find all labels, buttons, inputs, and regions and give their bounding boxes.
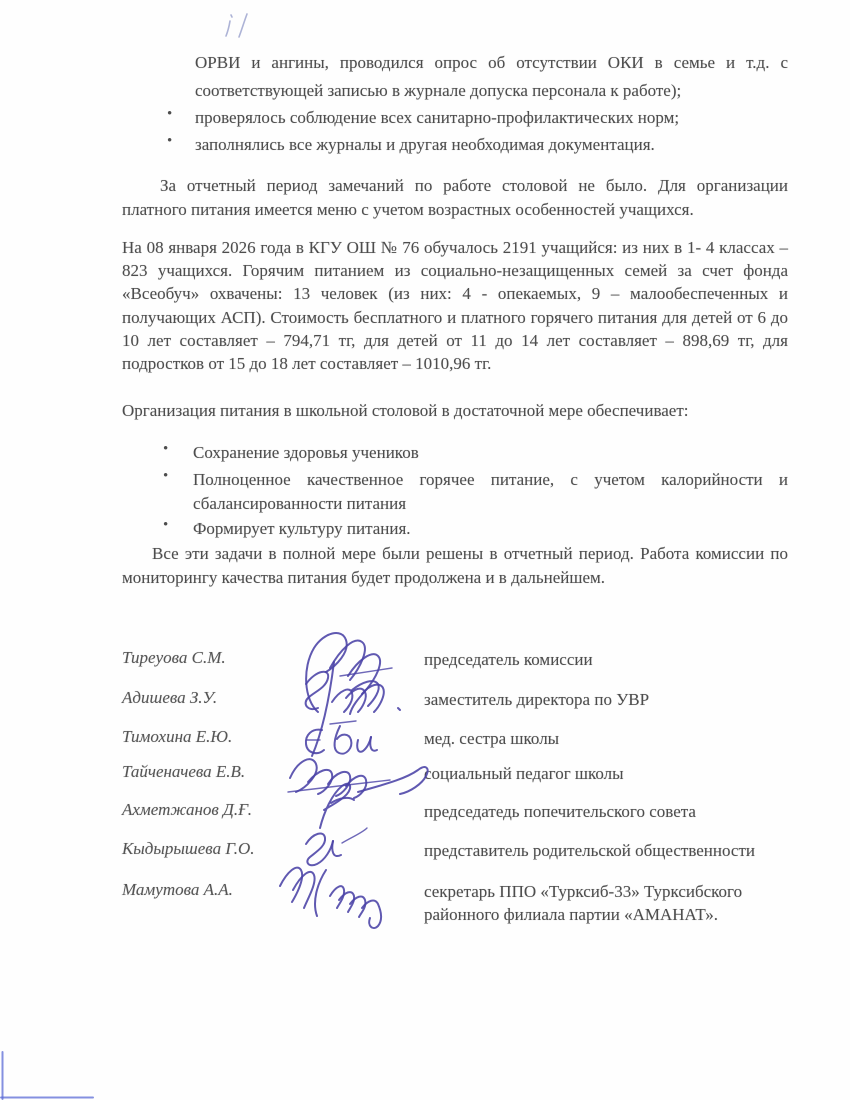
signature-row — [0, 839, 850, 875]
bullet-item — [122, 106, 788, 129]
signer-name: Кыдырышева Г.О. — [122, 839, 255, 858]
signer-role: заместитель директора по УВР — [424, 690, 650, 709]
paragraph-stats: На 08 января 2026 года в КГУ ОШ № 76 обучалось 2191 учащийся: из них в 1- 4 классах – 823 учащихся. Горячим питанием из социально-незащищенных семей за счет фонда «Всеобуч» охвачены: 13 человек (из них: 4 - опекаемых, 9 – малообеспеченных и получающих АСП). Стоимость бесплатного и платного горячего питания для детей от 6 до 10 лет составляет – 794,71 тг, для детей от 11 до 14 лет составляет – 898,69 тг, для подростков от 15 до 18 лет составляет – 1010,96 тг. — [122, 238, 788, 374]
bullet-text: Сохранение здоровья учеников — [193, 443, 419, 462]
signer-role: секретарь ППО «Турксиб-33» Турксибского районного филиала партии «АМАНАТ». — [424, 882, 743, 924]
signer-name: Мамутова А.А. — [122, 880, 233, 899]
bullet-item — [122, 517, 788, 540]
signature-row — [0, 727, 850, 763]
bullet-text: Формирует культуру питания. — [193, 519, 411, 538]
signer-name: Адишева З.У. — [122, 688, 218, 707]
signer-role: социальный педагог школы — [424, 764, 624, 783]
bullet-dot: • — [163, 441, 169, 457]
signer-role: представитель родительской общественности — [424, 841, 755, 860]
signer-role: председатель комиссии — [424, 650, 593, 669]
paragraph-report: За отчетный период замечаний по работе столовой не было. Для организации платного питания имеется меню с учетом возрастных особенностей учащихся. — [122, 176, 788, 219]
signer-name: Тиреуова С.М. — [122, 648, 226, 667]
signer-role: мед. сестра школы — [424, 729, 560, 748]
bullet-text: проверялось соблюдение всех санитарно-профилактических норм; — [195, 108, 680, 127]
bullet-item — [122, 441, 788, 464]
bullet-dot: • — [163, 468, 169, 484]
paragraph-provides: Организация питания в школьной столовой в достаточной мере обеспечивает: — [122, 401, 689, 420]
signature-row — [0, 800, 850, 836]
signer-role: председатедь попечительского совета — [424, 802, 696, 821]
hanging-paragraph: ОРВИ и ангины, проводился опрос об отсутствии ОКИ в семье и т.д. с соответствующей записью в журнале допуска персонала к работе); — [195, 53, 788, 100]
bullet-item — [122, 133, 788, 156]
signer-name: Тайченачева Е.В. — [122, 762, 246, 781]
signature-row — [0, 762, 850, 798]
signer-name: Ахметжанов Д.Ғ. — [122, 800, 253, 819]
signer-name: Тимохина Е.Ю. — [122, 727, 233, 746]
bullet-dot: • — [163, 517, 169, 533]
bullet-item — [122, 468, 788, 516]
pen-mark-top — [226, 14, 247, 37]
signature-row — [0, 688, 850, 724]
signature-row — [0, 880, 850, 924]
signature-row — [0, 648, 850, 684]
bullet-text: заполнялись все журналы и другая необходимая документация. — [195, 135, 655, 154]
scan-edge-artifact — [1, 1052, 93, 1099]
bullet-dot: • — [167, 106, 173, 122]
bullet-text: Полноценное качественное горячее питание, с учетом калорийности и сбалансированности питания — [193, 470, 788, 513]
paragraph-conclusion: Все эти задачи в полной мере были решены в отчетный период. Работа комиссии по мониторингу качества питания будет продолжена и в дальнейшем. — [122, 544, 788, 587]
bullet-dot: • — [167, 133, 173, 149]
